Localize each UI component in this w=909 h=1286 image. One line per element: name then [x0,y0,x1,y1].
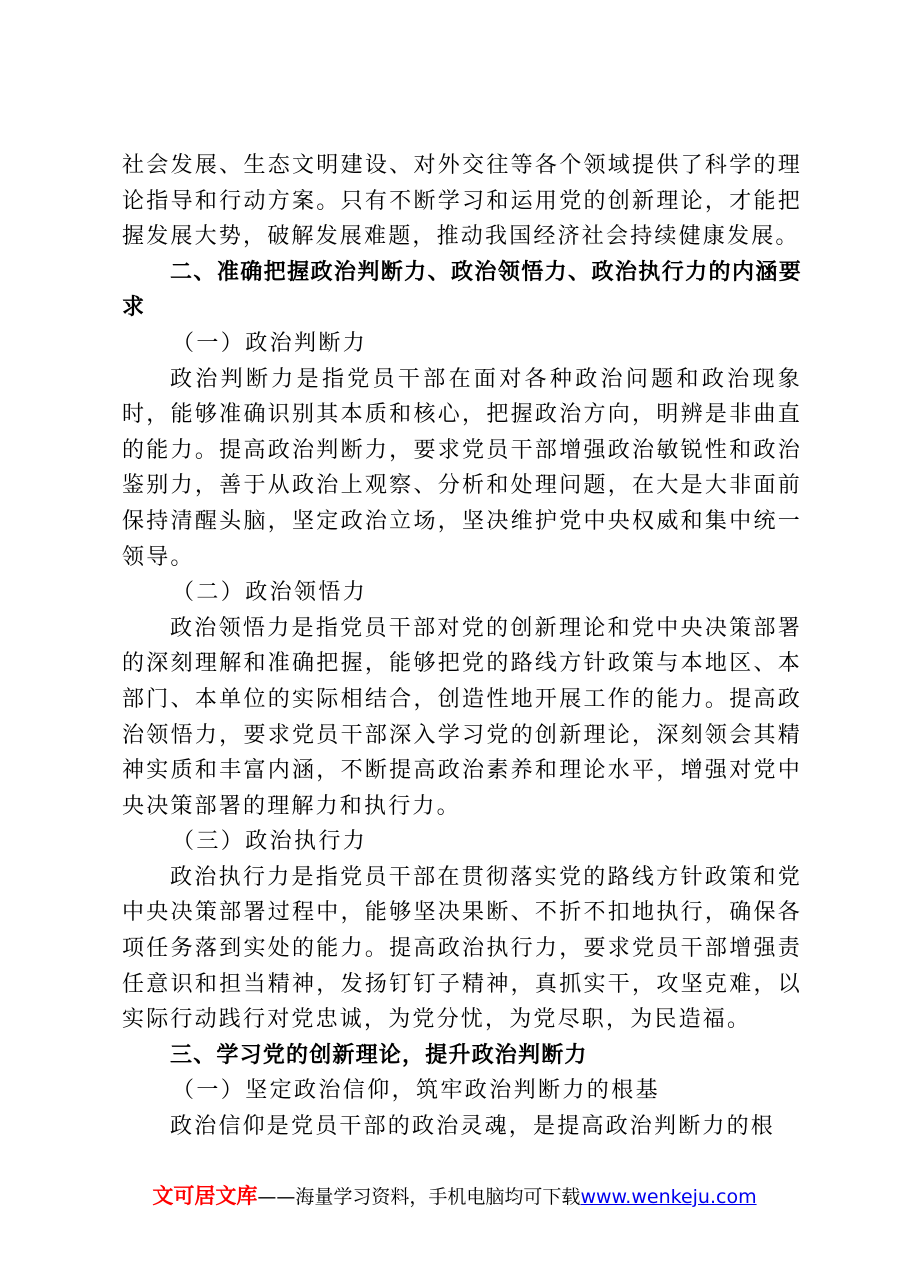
footer-tagline: 海量学习资料，手机电脑均可下载 [295,1186,581,1208]
paragraph-body: 政治执行力是指党员干部在贯彻落实党的路线方针政策和党中央决策部署过程中，能够坚决果断、不折不扣地执行，确保各项任务落到实处的能力。提高政治执行力，要求党员干部增强责任意识和担当精神，发扬钉钉子精神，真抓实干，攻坚克难，以实际行动践行对党忠诚，为党分忧，为党尽职，为民造福。 [122,864,802,1033]
footer-brand: 文可居文库 [152,1184,258,1208]
subsection-heading-political-comprehension: （二）政治领悟力 [172,580,368,606]
section-heading-3: 三、学习党的创新理论，提升政治判断力 [170,1042,588,1068]
paragraph-body: 政治领悟力是指党员干部对党的创新理论和党中央决策部署的深刻理解和准确把握，能够把党的路线方针政策与本地区、本部门、本单位的实际相结合，创造性地开展工作的能力。提高政治领悟力，要求党员干部深入学习党的创新理论，深刻领会其精神实质和丰富内涵，不断提高政治素养和理论水平，增强对党中央决策部署的理解力和执行力。 [122,615,802,819]
subsection-heading-political-judgment: （一）政治判断力 [172,330,368,356]
subsection-heading-political-faith: （一）坚定政治信仰，筑牢政治判断力的根基 [172,1078,661,1104]
subsection-heading-political-execution: （三）政治执行力 [172,829,368,855]
section-heading-2: 二、准确把握政治判断力、政治领悟力、政治执行力的内涵要求 [122,259,802,321]
footer-url-link[interactable]: www.wenkeju.com [580,1186,757,1208]
footer-banner [0,1182,909,1211]
document-body [122,148,802,1145]
paragraph-body: 政治信仰是党员干部的政治灵魂，是提高政治判断力的根 [170,1114,776,1140]
footer-dash: —— [257,1186,296,1208]
paragraph-body: 政治判断力是指党员干部在面对各种政治问题和政治现象时，能够准确识别其本质和核心，把握政治方向，明辨是非曲直的能力。提高政治判断力，要求党员干部增强政治敏锐性和政治鉴别力，善于从政治上观察、分析和处理问题，在大是大非面前保持清醒头脑，坚定政治立场，坚决维护党中央权威和集中统一领导。 [122,366,802,570]
paragraph-body: 社会发展、生态文明建设、对外交往等各个领域提供了科学的理论指导和行动方案。只有不断学习和运用党的创新理论，才能把握发展大势，破解发展难题，推动我国经济社会持续健康发展。 [122,153,802,250]
